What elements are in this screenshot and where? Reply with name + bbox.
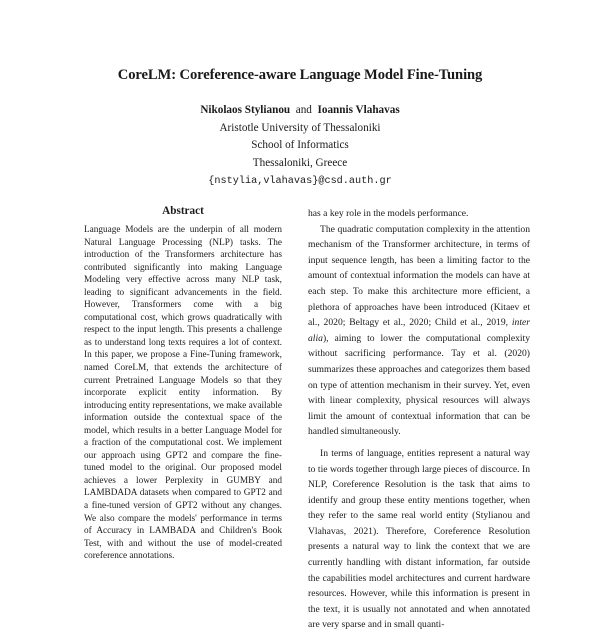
body-italic-text: inter alia (308, 317, 530, 344)
author-conjunction: and (295, 104, 312, 116)
abstract-text: Language Models are the underpin of all modern Natural Language Processing (NLP) tasks. The introduction of the Transformers architecture has contributed significantly into making Language Modeling very effective across many NLP task, leading to significant advancements in the field. However, Transformers come with a big computational cost, which grows quadratically with respect to the input length. This presents a challenge as to understand long texts requires a lot of context. In this paper, we propose a Fine-Tuning framework, named CoreLM, that extends the architecture of current Pretrained Language Models so that they incorporate explicit entity information. By introducing entity representations, we make available information outside the contextual space of the model, which results in a better Language Model for a fraction of the computational cost. We implement our approach using GPT2 and compare the fine-tuned model to the original. Our proposed model achieves a lower Perplexity in GUMBY and LAMBDADA datasets when compared to GPT2 and a fine-tuned version of GPT2 without any changes. We also compare the models' performance in terms of Accuracy in LAMBADA and Children's Book Test, with and without the use of model-created coreference annotations. (84, 225, 282, 562)
body-paragraph (308, 222, 530, 440)
author-name-1: Nikolaos Stylianou (200, 104, 291, 116)
body-column (308, 206, 530, 633)
author-names (0, 102, 600, 120)
body-paragraph: has a key role in the models performance. (308, 208, 469, 219)
author-email: {nstylia,vlahavas}@csd.auth.gr (208, 175, 392, 187)
author-name-2: Ioannis Vlahavas (317, 104, 400, 116)
body-paragraph: In terms of language, entities represent a natural way to tie words together through large pieces of discource. In NLP, Coreference Resolution is the task that aims to identify and group these entity mentions together, when they refer to the same real world entity (Stylianou and Vlahavas, 2021). Therefore, Coreference Resolution presents a natural way to link the context that we are currently handling with distant information, far outside the capabilities model architectures and current hardware resources. However, while this information is present in the text, it is usually not annotated and when annotated are very sparse and in small quanti- (308, 447, 530, 631)
body-text: ), aiming to lower the computational complexity without sacrificing performance. Tay et al. (2020) summarizes these approaches and categorizes them based on type of attention mechanism in their survey. Yet, even with linear complexity, physical resources will always limit the amount of contextual information that can be handled simultaneously. (308, 332, 530, 438)
author-affiliation: Aristotle University of Thessaloniki (219, 121, 381, 134)
body-text: The quadratic computation complexity in the attention mechanism of the Transformer architecture, in terms of input sequence length, has been a limiting factor to the amount of contextual information the models can have at each step. To make this architecture more efficient, a plethora of approaches have been introduced (Kitaev et al., 2020; Beltagy et al., 2020; Child et al., 2019, (308, 223, 530, 329)
author-block (0, 102, 600, 191)
paper-title: CoreLM: Coreference-aware Language Model Fine-Tuning (117, 67, 483, 83)
abstract-heading: Abstract (162, 205, 204, 217)
author-location: Thessaloniki, Greece (252, 157, 348, 170)
author-school: School of Informatics (251, 139, 349, 152)
